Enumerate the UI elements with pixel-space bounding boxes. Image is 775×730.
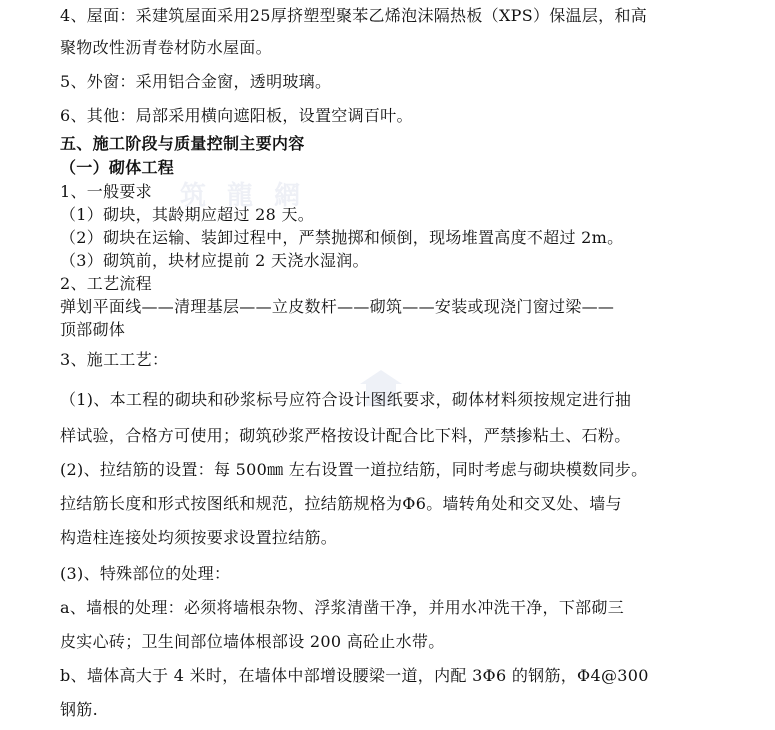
- watermark-text: 筑 龍 網: [180, 181, 307, 211]
- special-item-b: b、墙体高大于 4 米时，在墙体中部增设腰梁一道，内配 3Φ6 的钢筋，Φ4@300: [60, 666, 649, 685]
- special-item-a: a、墙根的处理：必须将墙根杂物、浮浆清凿干净，并用水冲洗干净，下部砌三: [60, 598, 625, 617]
- special-item-a-continued: 皮实心砖；卫生间部位墙体根部设 200 高砼止水带。: [60, 632, 445, 651]
- section-roof-continued: 聚物改性沥青卷材防水屋面。: [60, 38, 272, 57]
- heading-general-requirements: 1、一般要求: [60, 182, 152, 201]
- section-roof: 4、屋面：采建筑屋面采用25厚挤塑型聚苯乙烯泡沫隔热板（XPS）保温层，和高: [60, 6, 648, 25]
- heading-masonry: （一）砌体工程: [60, 158, 175, 177]
- section-exterior-window: 5、外窗：采用铝合金窗，透明玻璃。: [60, 72, 332, 91]
- technique-item-3: (3)、特殊部位的处理：: [60, 564, 231, 583]
- special-item-b-continued: 钢筋.: [60, 700, 98, 719]
- technique-item-2-continued-2: 构造柱连接处均须按要求设置拉结筋。: [60, 528, 338, 547]
- requirement-item-1: （1）砌块，其龄期应超过 28 天。: [60, 205, 315, 224]
- requirement-item-2: （2）砌块在运输、装卸过程中，严禁抛掷和倾倒，现场堆置高度不超过 2m。: [60, 228, 624, 247]
- technique-item-1: （1)、本工程的砌块和砂浆标号应符合设计图纸要求，砌体材料须按规定进行抽: [60, 390, 632, 409]
- technique-item-2-continued: 拉结筋长度和形式按图纸和规范，拉结筋规格为Φ6。墙转角处和交叉处、墙与: [60, 494, 622, 513]
- technique-item-2: (2)、拉结筋的设置：每 500㎜ 左右设置一道拉结筋，同时考虑与砌块模数同步。: [60, 460, 648, 479]
- heading-process-flow: 2、工艺流程: [60, 274, 152, 293]
- process-flow-line: 弹划平面线——清理基层——立皮数杆——砌筑——安装或现浇门窗过梁——: [60, 297, 615, 316]
- heading-construction-quality: 五、施工阶段与质量控制主要内容: [60, 134, 305, 153]
- requirement-item-3: （3）砌筑前，块材应提前 2 天浇水湿润。: [60, 251, 369, 270]
- heading-construction-technique: 3、施工工艺：: [60, 350, 169, 369]
- technique-item-1-continued: 样试验，合格方可使用；砌筑砂浆严格按设计配合比下料，严禁掺粘土、石粉。: [60, 426, 631, 445]
- process-flow-line-continued: 顶部砌体: [60, 320, 126, 339]
- section-other: 6、其他：局部采用横向遮阳板，设置空调百叶。: [60, 106, 413, 125]
